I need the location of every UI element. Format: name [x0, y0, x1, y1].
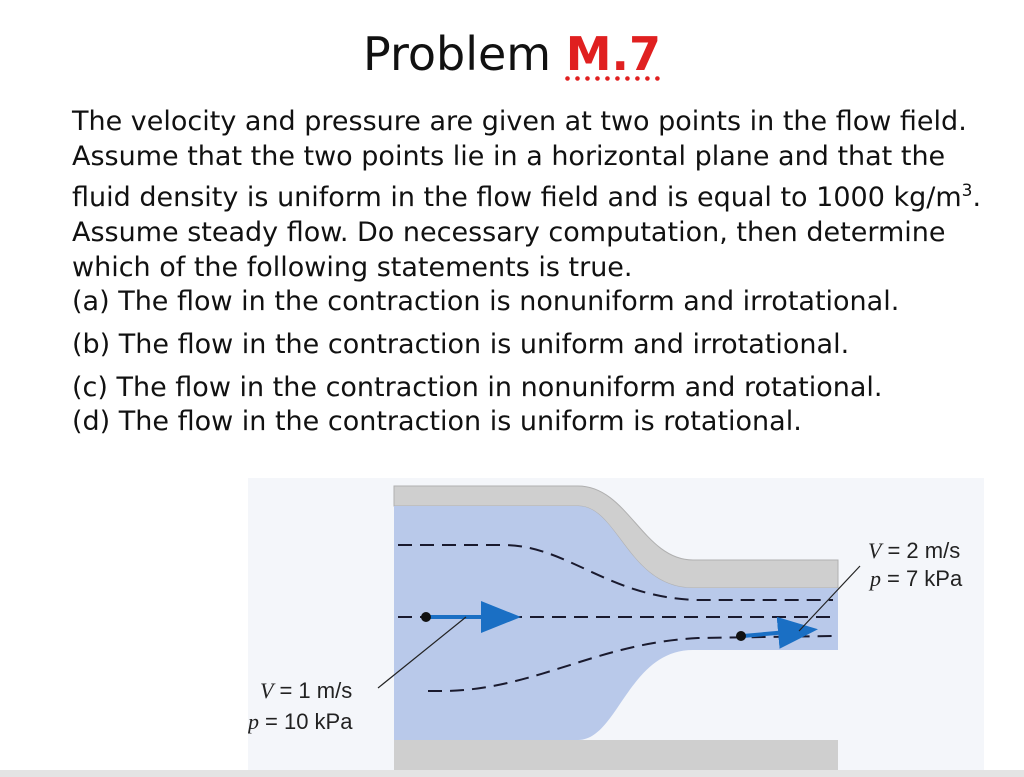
flow-point-2	[736, 631, 746, 641]
problem-intro	[72, 104, 1002, 285]
bottom-scroll-strip	[0, 770, 1024, 777]
flow-point-1	[421, 612, 431, 622]
title-prefix: Problem	[363, 27, 552, 81]
point2-pressure-label: p = 7 kPa	[870, 566, 963, 591]
option-d: (d) The flow in the contraction is uniform is rotational.	[72, 406, 802, 437]
point2-velocity-label: V = 2 m/s	[868, 538, 961, 563]
point1-velocity-label: V = 1 m/s	[260, 678, 353, 703]
title-number: M.7	[565, 27, 661, 81]
contraction-flow-diagram	[248, 478, 984, 770]
option-b: (b) The flow in the contraction is uniform and irrotational.	[72, 329, 850, 360]
problem-title	[0, 26, 1024, 82]
density-exponent: 3	[961, 181, 973, 201]
option-c: (c) The flow in the contraction in nonuniform and rotational.	[72, 372, 883, 403]
intro-text-2: . Assume steady flow. Do necessary computation, then determine which of the following statements is true.	[72, 182, 982, 283]
lower-wall	[394, 740, 838, 770]
intro-text-1: The velocity and pressure are given at two points in the flow field. Assume that the two points lie in a horizontal plane and that the fluid density is uniform in the flow field and is equal to 1000 kg/m	[72, 106, 967, 213]
point1-pressure-label: p = 10 kPa	[248, 709, 353, 734]
problem-statement	[72, 104, 1002, 285]
option-a: (a) The flow in the contraction is nonuniform and irrotational.	[72, 286, 900, 317]
